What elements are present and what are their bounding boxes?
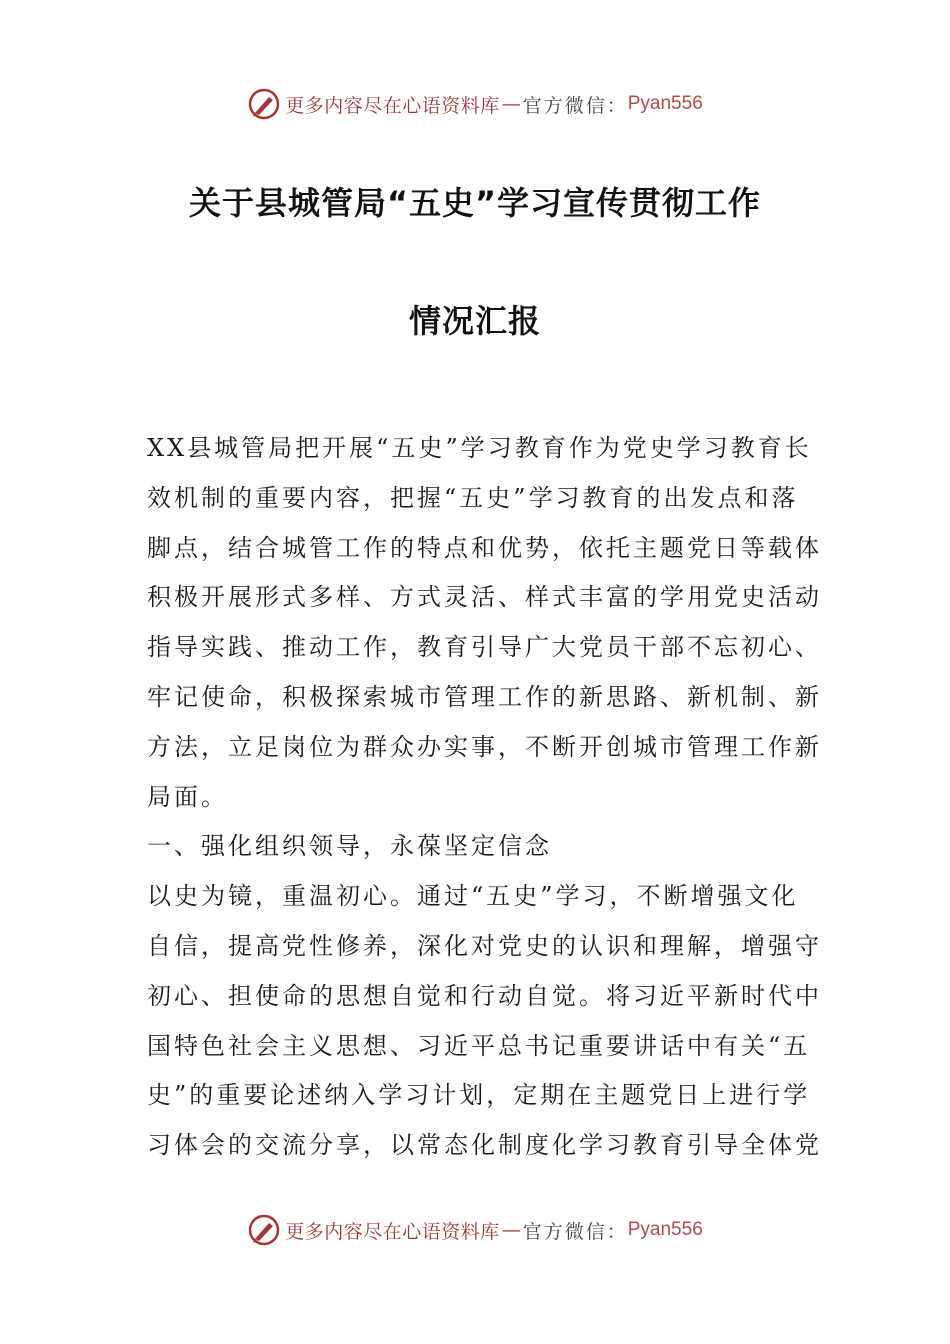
body-line: 效机制的重要内容，把握“五史”学习教育的出发点和落 bbox=[147, 483, 799, 512]
footer-banner bbox=[0, 1210, 950, 1250]
banner-wechat-label: 官方微信： bbox=[522, 1220, 628, 1243]
banner-wechat-label: 官方微信： bbox=[522, 94, 628, 117]
pen-logo-icon bbox=[247, 87, 281, 121]
body-line: 脚点，结合城管工作的特点和优势，依托主题党日等载体 bbox=[147, 533, 822, 562]
body-line: 指导实践、推动工作，教育引导广大党员干部不忘初心、 bbox=[147, 633, 822, 662]
body-line: 积极开展形式多样、方式灵活、样式丰富的学用党史活动 bbox=[147, 583, 822, 612]
pen-logo-icon bbox=[247, 1213, 281, 1247]
document-body bbox=[147, 424, 822, 1171]
body-line: 自信，提高党性修养，深化对党史的认识和理解，增强守 bbox=[147, 931, 822, 960]
document-title-line-1: 关于县城管局“五史”学习宣传贯彻工作 bbox=[188, 184, 762, 222]
body-line: XX县城管局把开展“五史”学习教育作为党史学习教育长 bbox=[147, 434, 812, 462]
banner-dash: — bbox=[501, 93, 521, 115]
section-heading: 一、强化组织领导，永葆坚定信念 bbox=[147, 832, 552, 861]
header-banner bbox=[0, 84, 950, 124]
body-line: 习体会的交流分享，以常态化制度化学习教育引导全体党 bbox=[147, 1131, 822, 1160]
body-line: 以史为镜，重温初心。通过“五史”学习，不断增强文化 bbox=[147, 882, 799, 911]
document-title-line-2: 情况汇报 bbox=[408, 302, 541, 340]
banner-dash: — bbox=[501, 1219, 521, 1241]
body-line: 国特色社会主义思想、习近平总书记重要讲话中有关“五 bbox=[147, 1031, 811, 1060]
body-line: 牢记使命，积极探索城市管理工作的新思路、新机制、新 bbox=[147, 682, 822, 711]
body-line: 局面。 bbox=[147, 782, 228, 811]
banner-wechat-id: Pyan556 bbox=[627, 93, 703, 114]
banner-site-text: 更多内容尽在心语资料库 bbox=[285, 1220, 500, 1243]
body-line: 初心、担使命的思想自觉和行动自觉。将习近平新时代中 bbox=[147, 981, 822, 1010]
banner-site-text: 更多内容尽在心语资料库 bbox=[285, 94, 500, 117]
body-line: 史”的重要论述纳入学习计划，定期在主题党日上进行学 bbox=[147, 1081, 811, 1110]
body-line: 方法，立足岗位为群众办实事，不断开创城市管理工作新 bbox=[147, 732, 822, 761]
banner-wechat-id: Pyan556 bbox=[627, 1219, 703, 1240]
